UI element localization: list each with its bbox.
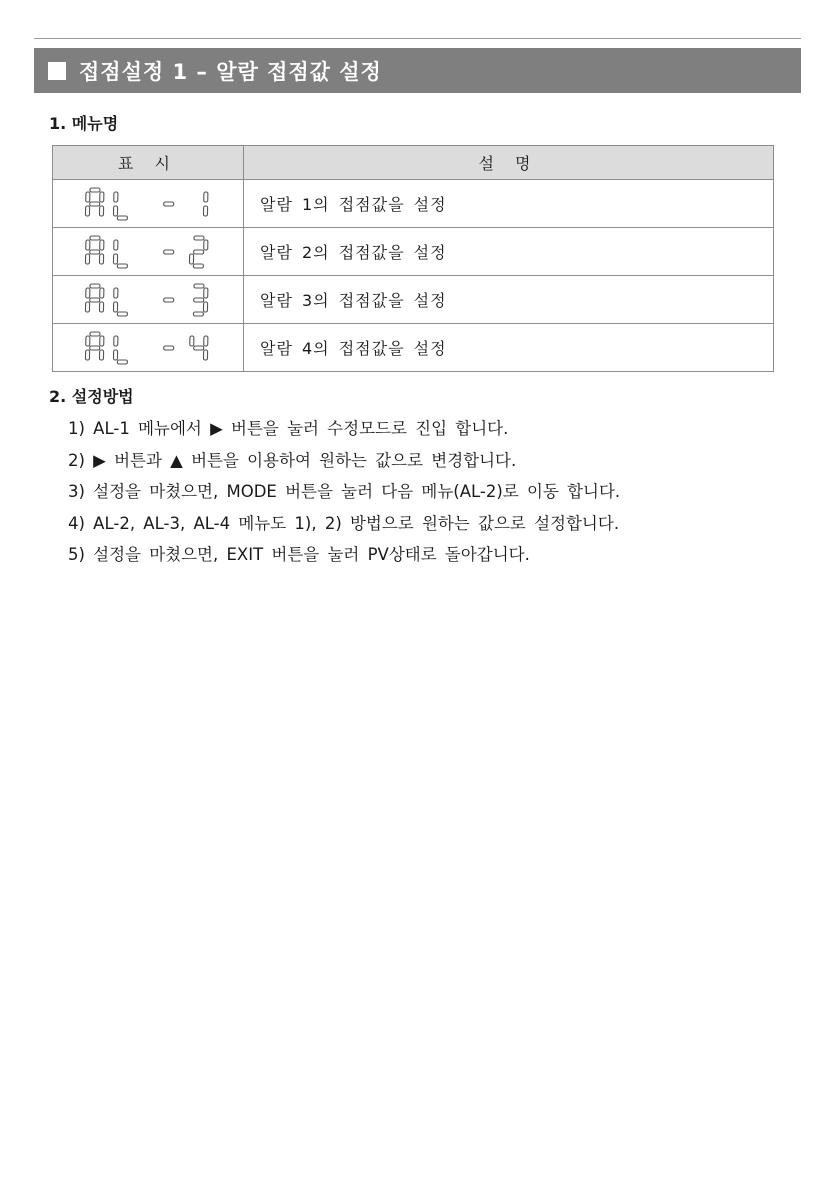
segment-digit — [113, 336, 128, 364]
segment-digit — [203, 192, 207, 216]
segment-f — [114, 336, 118, 346]
segment-b — [100, 240, 104, 250]
segment-d — [193, 312, 203, 316]
segment-e — [113, 254, 117, 264]
segment-g — [90, 346, 100, 350]
steps-list — [68, 413, 620, 571]
menu-name-heading: 1. 메뉴명 — [49, 114, 119, 133]
segment-display-cell — [53, 276, 244, 324]
row-description: 알람 4의 접점값을 설정 — [244, 324, 774, 372]
segment-digit — [85, 188, 104, 216]
segment-b — [100, 288, 104, 298]
top-rule — [34, 38, 801, 39]
seven-segment-display-al-3 — [78, 280, 218, 320]
segment-f — [86, 192, 90, 202]
segment-g — [164, 346, 174, 350]
seven-segment-display-al-4 — [78, 328, 218, 368]
segment-display-cell — [53, 324, 244, 372]
segment-digit — [164, 250, 174, 254]
segment-g — [194, 250, 204, 254]
segment-digit — [164, 202, 174, 206]
step-item: 1) AL-1 메뉴에서 ▶ 버튼을 눌러 수정모드로 진입 합니다. — [68, 419, 509, 438]
step-item: 5) 설정을 마쳤으면, EXIT 버튼을 눌러 PV상태로 돌아갑니다. — [68, 545, 530, 564]
step-item: 3) 설정을 마쳤으면, MODE 버튼을 눌러 다음 메뉴(AL-2)로 이동 합니다. — [68, 482, 621, 501]
segment-b — [204, 288, 208, 298]
table-row — [53, 180, 774, 228]
segment-digit — [193, 284, 208, 316]
segment-f — [86, 288, 90, 298]
segment-digit — [113, 240, 128, 268]
segment-b — [204, 336, 208, 346]
segment-c — [99, 350, 103, 360]
segment-d — [117, 360, 127, 364]
segment-c — [99, 206, 103, 216]
segment-a — [194, 284, 204, 288]
segment-c — [203, 350, 207, 360]
segment-f — [114, 288, 118, 298]
segment-c — [99, 302, 103, 312]
seven-segment-display-al-2 — [78, 232, 218, 272]
segment-digit — [85, 332, 104, 360]
segment-g — [164, 250, 174, 254]
setting-method-heading: 2. 설정방법 — [49, 387, 134, 406]
segment-e — [85, 254, 89, 264]
segment-f — [86, 336, 90, 346]
segment-g — [194, 346, 204, 350]
segment-e — [189, 254, 193, 264]
segment-a — [194, 236, 204, 240]
segment-a — [90, 236, 100, 240]
segment-g — [164, 298, 174, 302]
square-bullet-icon — [48, 62, 66, 80]
segment-b — [204, 240, 208, 250]
segment-d — [117, 216, 127, 220]
segment-digit — [164, 298, 174, 302]
row-description: 알람 3의 접점값을 설정 — [244, 276, 774, 324]
segment-display-cell — [53, 180, 244, 228]
segment-b — [204, 192, 208, 202]
segment-digit — [113, 192, 128, 220]
segment-e — [85, 302, 89, 312]
segment-e — [113, 350, 117, 360]
description-column-header: 설 명 — [244, 146, 774, 180]
segment-c — [203, 206, 207, 216]
section-banner — [34, 48, 801, 93]
table-row — [53, 276, 774, 324]
segment-g — [90, 250, 100, 254]
segment-b — [100, 192, 104, 202]
step-item: 4) AL-2, AL-3, AL-4 메뉴도 1), 2) 방법으로 원하는 값으로 설정합니다. — [68, 513, 620, 533]
segment-digit — [164, 346, 174, 350]
segment-digit — [113, 288, 128, 316]
segment-digit — [189, 236, 208, 268]
segment-display-cell — [53, 228, 244, 276]
row-description: 알람 1의 접점값을 설정 — [244, 180, 774, 228]
segment-digit — [85, 236, 104, 264]
banner-title: 접점설정 1 – 알람 접점값 설정 — [79, 59, 382, 84]
table-header-row — [53, 146, 774, 180]
segment-g — [164, 202, 174, 206]
table-row — [53, 324, 774, 372]
segment-a — [90, 332, 100, 336]
table-row — [53, 228, 774, 276]
segment-f — [114, 240, 118, 250]
segment-d — [117, 264, 127, 268]
segment-g — [90, 298, 100, 302]
segment-f — [114, 192, 118, 202]
segment-a — [90, 284, 100, 288]
segment-d — [193, 264, 203, 268]
row-description: 알람 2의 접점값을 설정 — [244, 228, 774, 276]
segment-digit — [85, 284, 104, 312]
segment-d — [117, 312, 127, 316]
segment-f — [190, 336, 194, 346]
segment-digit — [189, 336, 207, 360]
segment-b — [100, 336, 104, 346]
display-column-header: 표 시 — [53, 146, 244, 180]
segment-a — [90, 188, 100, 192]
segment-e — [85, 206, 89, 216]
segment-c — [203, 302, 207, 312]
segment-c — [99, 254, 103, 264]
segment-g — [90, 202, 100, 206]
segment-e — [85, 350, 89, 360]
seven-segment-display-al-1 — [78, 184, 218, 224]
segment-f — [86, 240, 90, 250]
segment-g — [194, 298, 204, 302]
menu-table — [52, 145, 774, 372]
step-item: 2) ▶ 버튼과 ▲ 버튼을 이용하여 원하는 값으로 변경합니다. — [68, 450, 517, 470]
segment-e — [113, 302, 117, 312]
segment-e — [113, 206, 117, 216]
